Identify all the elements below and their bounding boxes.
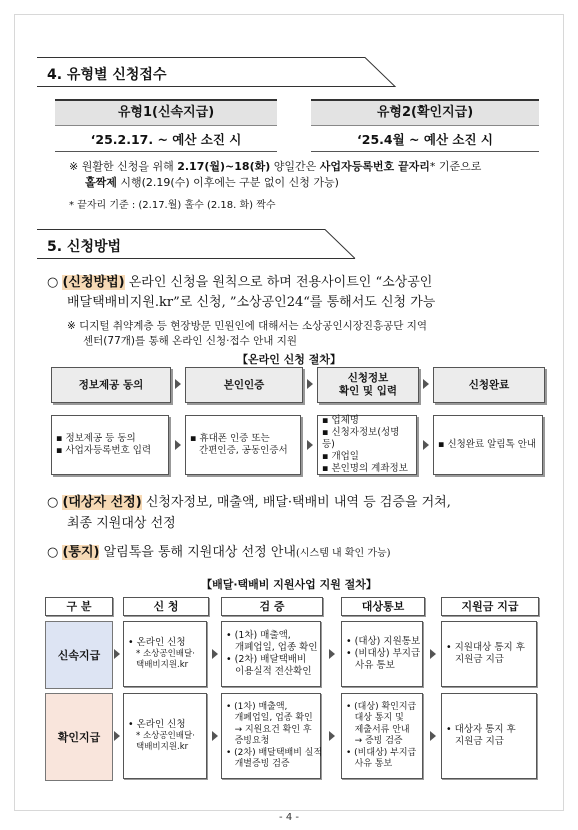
row1-notify-cell: • (대상) 지원통보 • (비대상) 부지급 사유 통보 xyxy=(341,621,423,687)
section-4-title: 4. 유형별 신청접수 xyxy=(47,67,167,83)
online-flow-title: 【온라인 신청 절차】 xyxy=(236,353,342,366)
flow-arrow-2 xyxy=(307,379,313,389)
flow-arrow-3 xyxy=(423,379,429,389)
table-header-pay: 지원금 지급 xyxy=(441,597,539,616)
row2-verify-cell: • (1차) 매출액, 개폐업일, 업종 확인 → 지원요건 확인 후 증빙요청 • (2차) 배달택배비 실적 개별증빙 검증 xyxy=(221,693,321,779)
table-header-verify: 검 증 xyxy=(221,597,323,616)
row1-pay-cell: • 지원대상 통지 후 지원금 지급 xyxy=(441,621,537,687)
row2-pay-cell: • 대상자 통지 후 지원금 지급 xyxy=(441,693,537,779)
support-flow-title: 【배달·택배비 지원사업 지원 절차】 xyxy=(201,578,377,591)
method-note-line2: 센터(77개)를 통해 온라인 신청·접수 안내 지원 xyxy=(83,335,298,347)
type2-date: ‘25.4월 ~ 예산 소진 시 xyxy=(357,132,493,147)
flow-arrow-1 xyxy=(175,379,181,389)
notice-line: ○ (통지) 알림톡을 통해 지원대상 선정 안내(시스템 내 확인 가능) xyxy=(47,545,391,560)
section-5-title: 5. 신청방법 xyxy=(47,239,122,255)
flow-step-2-body: ▪ 휴대폰 인증 또는 간편인증, 공동인증서 xyxy=(185,415,301,475)
row2-arrow-3 xyxy=(329,731,335,741)
row-label-confirm: 확인지급 xyxy=(45,693,113,781)
target-line2: 최종 지원대상 선정 xyxy=(67,516,176,531)
flow-step-4-body: ▪ 신청완료 알림톡 안내 xyxy=(433,415,543,475)
table-header-notify: 대상통보 xyxy=(341,597,425,616)
row2-arrow-4 xyxy=(430,731,436,741)
row1-arrow-1 xyxy=(114,649,120,659)
flow-arrow-5 xyxy=(307,440,313,450)
type2-header: 유형2(확인지급) xyxy=(311,99,539,126)
table-header-apply: 신 청 xyxy=(123,597,209,616)
flow-step-3-body: ▪ 업체명 ▪ 신청자정보(성명 등) ▪ 개업일 ▪ 본인명의 계좌정보 xyxy=(317,415,417,475)
table-header-category: 구 분 xyxy=(45,597,113,616)
method-line2: 배달택배비지원.kr”로 신청, ”소상공인24“를 통해서도 신청 가능 xyxy=(67,295,436,310)
target-line1: ○ (대상자 선정) 신청자정보, 매출액, 배달·택배비 내역 등 검증을 거쳐, xyxy=(47,495,451,510)
row2-arrow-2 xyxy=(212,731,218,741)
type1-date: ‘25.2.17. ~ 예산 소진 시 xyxy=(90,132,242,147)
type1-header: 유형1(신속지급) xyxy=(55,99,277,126)
flow-arrow-6 xyxy=(423,440,429,450)
section4-footnote: * 끝자리 기준 : (2.17.월) 홀수 (2.18. 화) 짝수 xyxy=(69,200,276,211)
row2-notify-cell: • (대상) 확인지급 대상 통지 및 제출서류 안내 → 증빙 검증 • (비대상) 부지급 사유 통보 xyxy=(341,693,423,779)
row1-arrow-2 xyxy=(212,649,218,659)
type2-underline xyxy=(311,151,539,152)
type1-underline xyxy=(55,151,277,152)
row2-arrow-1 xyxy=(114,731,120,741)
document-page xyxy=(14,14,564,811)
page-number: - 4 - xyxy=(279,812,299,823)
row1-apply-cell: • 온라인 신청 * 소상공인배달·택배비지원.kr xyxy=(123,621,207,687)
flow-arrow-4 xyxy=(175,440,181,450)
row1-verify-cell: • (1차) 매출액, 개폐업일, 업종 확인 • (2차) 배달택배비 이용실적 전산확인 xyxy=(221,621,321,687)
row1-arrow-4 xyxy=(430,649,436,659)
method-line1: ○ (신청방법) 온라인 신청을 원칙으로 하며 전용사이트인 “소상공인 xyxy=(47,275,433,290)
flow-step-1-head: 정보제공 동의 xyxy=(51,367,171,403)
row1-arrow-3 xyxy=(329,649,335,659)
row2-apply-cell: • 온라인 신청 * 소상공인배달·택배비지원.kr xyxy=(123,693,207,779)
flow-step-3-head: 신청정보 확인 및 입력 xyxy=(317,367,419,403)
method-note-line1: ※ 디지털 취약계층 등 현장방문 민원인에 대해서는 소상공인시장진흥공단 지역 xyxy=(67,320,428,332)
flow-step-4-head: 신청완료 xyxy=(433,367,545,403)
flow-step-2-head: 본인인증 xyxy=(185,367,303,403)
section4-note-line1: ※ 원활한 신청을 위해 2.17(월)~18(화) 양일간은 사업자등록번호 끝자리* 기준으로 xyxy=(69,160,482,173)
section4-note-line2: 홀짝제 시행(2.19(수) 이후에는 구분 없이 신청 가능) xyxy=(85,176,339,189)
flow-step-1-body: ▪ 정보제공 등 동의 ▪ 사업자등록번호 입력 xyxy=(51,415,169,475)
row-label-fast: 신속지급 xyxy=(45,621,113,689)
